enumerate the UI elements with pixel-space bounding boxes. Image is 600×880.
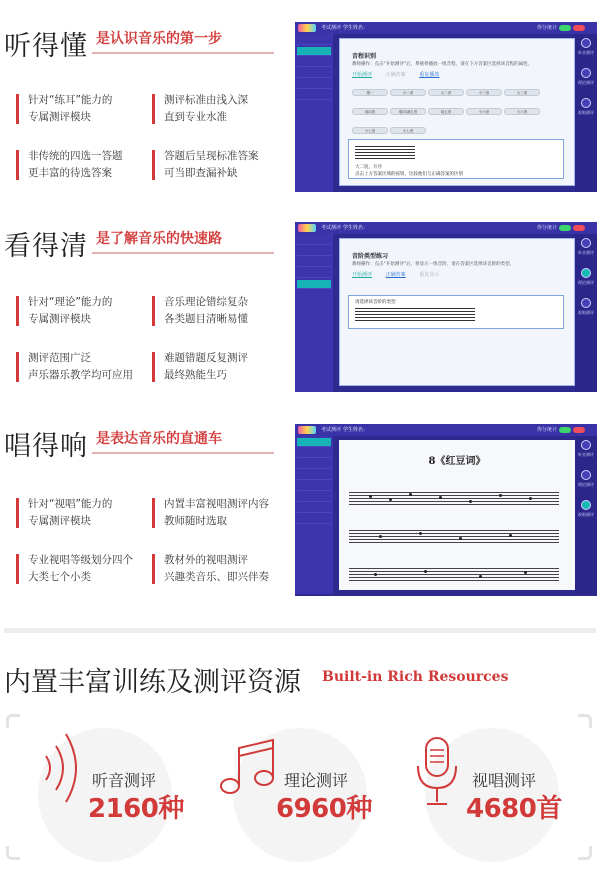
mic-icon <box>581 500 591 510</box>
rail-button-singing[interactable]: 视唱测评 <box>575 496 597 526</box>
answer-chip[interactable]: 小二度 <box>390 89 426 96</box>
note <box>469 500 472 503</box>
feature-bullet: 针对“练耳”能力的 专属测评模块 <box>16 92 156 126</box>
ear-icon <box>581 238 591 248</box>
sidebar-item[interactable] <box>297 493 331 502</box>
frame-corner <box>578 846 592 860</box>
rail-button-theory[interactable]: 理论测评 <box>575 466 597 496</box>
feature-bullet: 针对“理论”能力的 专属测评模块 <box>16 294 156 328</box>
frame-corner <box>6 714 20 728</box>
sidebar-item[interactable] <box>297 269 331 278</box>
note <box>509 534 512 537</box>
score-stat[interactable]: 得分统计 <box>536 225 557 231</box>
section-divider <box>92 252 274 254</box>
score-stat[interactable]: 得分统计 <box>536 427 557 433</box>
feature-bullet: 答题后呈现标准答案 可当即查漏补缺 <box>152 148 292 182</box>
resource-count: 6960种 <box>276 794 372 824</box>
answer-chip[interactable]: 大三度 <box>504 89 540 96</box>
app-title: 考试测评 <box>321 225 342 231</box>
section-singing <box>0 400 600 610</box>
action-links <box>352 271 451 278</box>
answer-chip[interactable]: 小三度 <box>466 89 502 96</box>
sidebar-item[interactable] <box>297 460 331 469</box>
action-links <box>352 71 451 78</box>
note <box>524 571 527 574</box>
rail-button-theory[interactable]: 理论测评 <box>575 264 597 294</box>
resources-title: 内置丰富训练及测评资源 <box>4 667 301 698</box>
status-pill <box>573 25 585 31</box>
music-staff <box>355 146 415 158</box>
score-stat[interactable]: 得分统计 <box>536 25 557 31</box>
answer-chip[interactable]: 小七度 <box>352 127 388 134</box>
music-staff <box>349 568 559 580</box>
section-divider <box>92 452 274 454</box>
answer-chip[interactable]: 大六度 <box>504 108 540 115</box>
app-screenshot-scale <box>295 222 597 392</box>
song-title: 8《红豆词》 <box>428 456 486 467</box>
app-sidebar <box>295 234 333 392</box>
answer-chip[interactable]: 增一 <box>352 89 388 96</box>
status-pill <box>573 427 585 433</box>
music-staff <box>355 308 475 320</box>
app-sidebar <box>295 436 333 594</box>
replay-link[interactable]: 重复显示 <box>419 272 440 278</box>
section-title: 听得懂 <box>4 31 88 62</box>
music-staff <box>349 492 559 504</box>
music-note-icon <box>218 738 282 802</box>
grid-icon <box>581 268 591 278</box>
sidebar-item[interactable] <box>297 504 331 513</box>
answer-box <box>348 295 564 329</box>
status-pill <box>559 427 571 433</box>
app-right-rail <box>575 34 597 192</box>
answer-box-label: 请选择该音阶的类型： <box>355 300 400 305</box>
app-logo <box>298 24 316 32</box>
question-desc: 教师操作：点击“开始测评”后，系统将播放一组音程，请在下方答案区选择该音程的属性。 <box>352 62 533 67</box>
app-screenshot-interval <box>295 22 597 192</box>
rail-button-listening[interactable]: 听音测评 <box>575 34 597 64</box>
app-logo <box>298 426 316 434</box>
sheet-music-panel <box>339 440 575 590</box>
answer-chip[interactable]: 纯五度 <box>428 108 464 115</box>
note <box>424 570 427 573</box>
status-pill <box>559 225 571 231</box>
app-screenshot-sightsinging <box>295 424 597 596</box>
student-label: 学生姓名： <box>343 427 369 433</box>
question-desc: 教师操作：点击“开始测评”后，将显示一组音阶，请在答案区选择该音阶的类型。 <box>352 262 515 267</box>
feature-bullet: 音乐理论错综复杂 各类题目清晰易懂 <box>152 294 292 328</box>
rail-button-singing[interactable]: 视唱测评 <box>575 94 597 124</box>
answer-link[interactable]: 正确答案 <box>385 272 406 278</box>
sidebar-item-active[interactable] <box>297 280 331 289</box>
feature-bullet: 教材外的视唱测评 兴趣类音乐、即兴伴奏 <box>152 552 292 586</box>
app-logo <box>298 224 316 232</box>
student-label: 学生姓名： <box>343 25 369 31</box>
resources-title-en: Built-in Rich Resources <box>322 669 509 685</box>
sidebar-item[interactable] <box>297 258 331 267</box>
answer-link[interactable]: 正确答案 <box>385 72 406 78</box>
answer-box <box>348 139 564 179</box>
section-title: 看得清 <box>4 231 88 262</box>
question-heading: 音程识别 <box>352 53 377 60</box>
frame-corner <box>6 846 20 860</box>
answer-text: 大二度、升序 <box>355 165 382 170</box>
resource-count: 4680首 <box>466 794 562 824</box>
answer-chip[interactable]: 纯四度 <box>352 108 388 115</box>
sidebar-item[interactable] <box>297 449 331 458</box>
grid-icon <box>581 470 591 480</box>
feature-bullet: 针对“视唱”能力的 专属测评模块 <box>16 496 156 530</box>
start-link[interactable]: 开始测评 <box>352 272 373 278</box>
student-label: 学生姓名： <box>343 225 369 231</box>
section-subtitle: 是表达音乐的直通车 <box>96 431 222 447</box>
sidebar-item[interactable] <box>297 236 331 245</box>
feature-bullet: 难题错题反复测评 最终熟能生巧 <box>152 350 292 384</box>
feature-bullet: 内置丰富视唱测评内容 教师随时选取 <box>152 496 292 530</box>
sidebar-item-active[interactable] <box>297 47 331 56</box>
question-heading: 音阶类型练习 <box>352 253 389 260</box>
note <box>379 535 382 538</box>
app-topbar <box>295 222 597 234</box>
app-title: 考试测评 <box>321 25 342 31</box>
sidebar-item[interactable] <box>297 80 331 89</box>
sidebar-item[interactable] <box>297 91 331 100</box>
app-title: 考试测评 <box>321 427 342 433</box>
app-sidebar <box>295 34 333 192</box>
note <box>439 496 442 499</box>
section-theory <box>0 200 600 400</box>
feature-bullet: 专业视唱等级划分四个 大类七个小类 <box>16 552 156 586</box>
rail-button-listening[interactable]: 听音测评 <box>575 234 597 264</box>
feature-bullet: 测评标准由浅入深 直到专业水准 <box>152 92 292 126</box>
resource-label: 听音测评 <box>92 771 157 790</box>
note <box>459 537 462 540</box>
section-subtitle: 是认识音乐的第一步 <box>96 31 222 47</box>
app-right-rail <box>575 234 597 392</box>
resource-label: 视唱测评 <box>472 771 537 790</box>
answer-chip[interactable]: 大二度 <box>428 89 464 96</box>
note <box>374 573 377 576</box>
ear-icon <box>581 38 591 48</box>
note <box>409 493 412 496</box>
rail-button-singing[interactable]: 视唱测评 <box>575 294 597 324</box>
question-panel <box>339 238 575 386</box>
note <box>499 494 502 497</box>
resource-count: 2160种 <box>88 794 184 824</box>
rail-button-listening[interactable]: 听音测评 <box>575 436 597 466</box>
sound-waves-icon <box>38 728 88 808</box>
section-subtitle: 是了解音乐的快速路 <box>96 231 222 247</box>
app-right-rail <box>575 436 597 594</box>
sidebar-item[interactable] <box>297 69 331 78</box>
question-panel <box>339 38 575 186</box>
note <box>529 497 532 500</box>
sidebar-item[interactable] <box>297 471 331 480</box>
feature-bullet: 非传统的四选一答题 更丰富的待选答案 <box>16 148 156 182</box>
mic-icon <box>581 98 591 108</box>
sidebar-item[interactable] <box>297 36 331 45</box>
app-topbar <box>295 424 597 436</box>
microphone-icon <box>412 734 462 814</box>
sidebar-item[interactable] <box>297 58 331 67</box>
ear-icon <box>581 440 591 450</box>
resource-label: 理论测评 <box>284 771 349 790</box>
sidebar-item[interactable] <box>297 482 331 491</box>
section-divider <box>92 52 274 54</box>
feature-bullet: 测评范围广泛 声乐器乐教学均可应用 <box>16 350 156 384</box>
sidebar-item[interactable] <box>297 247 331 256</box>
frame-corner <box>578 714 592 728</box>
app-topbar <box>295 22 597 34</box>
rail-button-theory[interactable]: 理论测评 <box>575 64 597 94</box>
sidebar-item[interactable] <box>297 515 331 524</box>
mic-icon <box>581 298 591 308</box>
note <box>419 532 422 535</box>
section-separator <box>4 628 596 633</box>
section-listening <box>0 0 600 200</box>
answer-hint: 点击上方答案区域的按钮，比较他们与正确答案的区别 <box>355 172 463 177</box>
note <box>389 498 392 501</box>
replay-link[interactable]: 重复播放 <box>419 72 440 78</box>
answer-chip[interactable]: 增四/减五度 <box>390 108 426 115</box>
grid-icon <box>581 68 591 78</box>
sidebar-item-active[interactable] <box>297 438 331 447</box>
section-title: 唱得响 <box>4 431 88 462</box>
answer-chip[interactable]: 大七度 <box>390 127 426 134</box>
status-pill <box>559 25 571 31</box>
answer-chip[interactable]: 小六度 <box>466 108 502 115</box>
start-link[interactable]: 开始测评 <box>352 72 373 78</box>
note <box>479 575 482 578</box>
answer-chips <box>352 79 552 136</box>
status-pill <box>573 225 585 231</box>
note <box>369 495 372 498</box>
